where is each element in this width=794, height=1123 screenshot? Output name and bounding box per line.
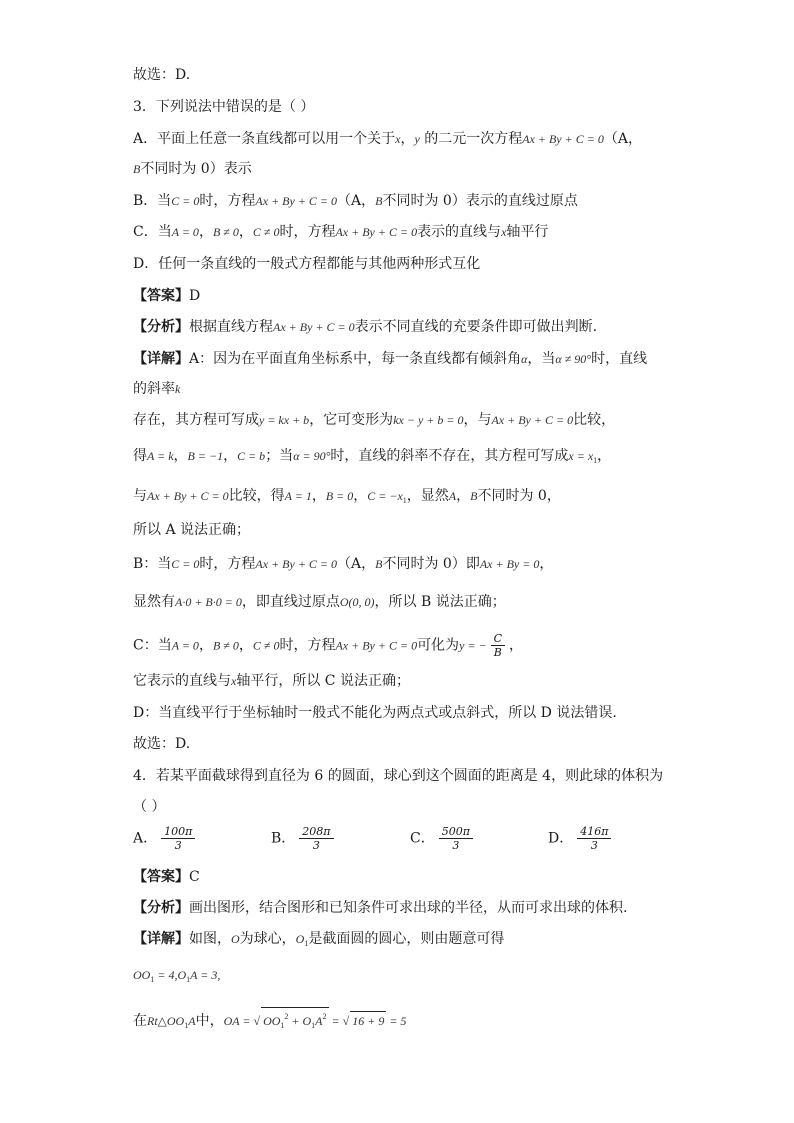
detail-line-11: D：当直线平行于坐标轴时一般式不能化为两点式或点斜式，所以 D 说法错误. bbox=[133, 705, 617, 721]
question-4-paren: （ ） bbox=[133, 799, 166, 815]
detail-line-1: 【详解】A：因为在平面直角坐标系中，每一条直线都有倾斜角α，当α ≠ 90°时，直线 bbox=[133, 351, 648, 367]
detail-line-2: 的斜率k bbox=[133, 381, 181, 397]
detail-line-3: 存在，其方程可写成y = kx + b，它可变形为kx − y + b = 0，与Ax + By + C = 0比较， bbox=[133, 412, 616, 428]
detail-line-10: 它表示的直线与x轴平行，所以 C 说法正确； bbox=[133, 673, 410, 689]
detail-line-5: 与Ax + By + C = 0比较，得A = 1，B = 0，$C = -x_1$，显然A，B不同时为 0， bbox=[133, 488, 561, 505]
option-a-line-1: A．平面上任意一条直线都可以用一个关于x，y 的二元一次方程Ax + By + C = 0（A， bbox=[133, 131, 642, 147]
fraction-c-over-b: $\frac{C}{B}$ bbox=[491, 632, 505, 659]
detail-line-4: 得A = k，B = −1，C = b；当α = 90°时，直线的斜率不存在，其方程可写成$x = x_1$， bbox=[133, 448, 612, 465]
detail-line-9: C：当A = 0，B ≠ 0，C ≠ 0时，方程Ax + By + C = 0可化为y = − $\frac{C}{B}$ ， bbox=[133, 632, 524, 659]
choice-a: A． $\frac{100\pi}{3}$ bbox=[133, 825, 199, 852]
q4-answer-line: 【答案】C bbox=[133, 869, 200, 885]
choice-b: B． $\frac{208\pi}{3}$ bbox=[271, 825, 338, 852]
option-a-line-2: B不同时为 0）表示 bbox=[133, 161, 252, 177]
detail-line-7: B：当C = 0时，方程Ax + By + C = 0（A，B不同时为 0）即Ax + By = 0， bbox=[133, 556, 554, 572]
q4-detail-line-1: 【详解】如图，O为球心，$O_1$是截面圆的圆心，则由题意可得 bbox=[133, 931, 505, 948]
option-d-line: D．任何一条直线的一般式方程都能与其他两种形式互化 bbox=[133, 256, 481, 272]
option-b-line: B．当C = 0时，方程Ax + By + C = 0（A，B不同时为 0）表示的直线过原点 bbox=[133, 193, 578, 209]
detail-line-12: 故选：D. bbox=[133, 736, 191, 752]
text-line: 故选：D. bbox=[133, 67, 191, 83]
option-c-line: C．当A = 0，B ≠ 0，C ≠ 0时，方程Ax + By + C = 0表示的直线与x轴平行 bbox=[133, 224, 549, 240]
q4-detail-line-3: 在$Rt\triangle OO_1A$中，OA = √ $OO_1^2 + O_1A^2$ = √ 16 + 9 = 5 bbox=[133, 1007, 406, 1035]
detail-line-8: 显然有A·0 + B·0 = 0，即直线过原点O(0, 0)，所以 B 说法正确； bbox=[133, 594, 506, 610]
question-4-title: 4．若某平面截球得到直径为 6 的圆面，球心到这个圆面的距离是 4，则此球的体积为 bbox=[133, 768, 664, 784]
choice-c: C． $\frac{500\pi}{3}$ bbox=[410, 825, 477, 852]
detail-line-6: 所以 A 说法正确； bbox=[133, 522, 251, 538]
analysis-line: 【分析】根据直线方程Ax + By + C = 0表示不同直线的充要条件即可做出判断. bbox=[133, 319, 598, 335]
q4-analysis-line: 【分析】画出图形，结合图形和已知条件可求出球的半径，从而可求出球的体积. bbox=[133, 900, 628, 916]
answer-line: 【答案】D bbox=[133, 288, 201, 304]
question-3-title: 3．下列说法中错误的是（ ） bbox=[133, 99, 315, 115]
choice-d: D． $\frac{416\pi}{3}$ bbox=[548, 825, 615, 852]
q4-detail-line-2: $OO_1 = 4,O_1A = 3$, bbox=[133, 968, 221, 984]
